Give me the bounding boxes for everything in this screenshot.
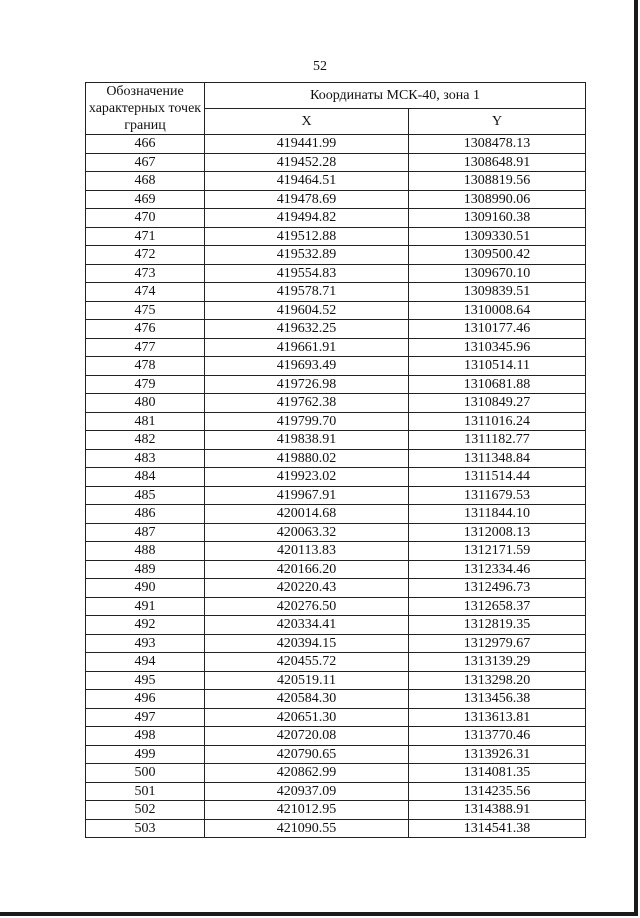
x-column-header: X	[205, 109, 409, 135]
x-cell: 420113.83	[205, 542, 409, 561]
y-cell: 1313613.81	[409, 708, 586, 727]
point-cell: 499	[86, 745, 205, 764]
point-cell: 496	[86, 690, 205, 709]
x-cell: 419452.28	[205, 153, 409, 172]
coordinates-table	[85, 82, 586, 838]
table-row	[86, 468, 586, 487]
x-cell: 419478.69	[205, 190, 409, 209]
y-cell: 1313770.46	[409, 727, 586, 746]
x-cell: 419578.71	[205, 283, 409, 302]
table-row	[86, 412, 586, 431]
x-cell: 420220.43	[205, 579, 409, 598]
y-cell: 1312496.73	[409, 579, 586, 598]
point-cell: 480	[86, 394, 205, 413]
table-row	[86, 190, 586, 209]
y-cell: 1308648.91	[409, 153, 586, 172]
x-cell: 420334.41	[205, 616, 409, 635]
point-cell: 472	[86, 246, 205, 265]
x-cell: 420720.08	[205, 727, 409, 746]
table-row	[86, 264, 586, 283]
y-cell: 1311016.24	[409, 412, 586, 431]
point-cell: 489	[86, 560, 205, 579]
point-cell: 494	[86, 653, 205, 672]
point-cell: 478	[86, 357, 205, 376]
point-cell: 483	[86, 449, 205, 468]
y-cell: 1311514.44	[409, 468, 586, 487]
y-cell: 1312979.67	[409, 634, 586, 653]
y-cell: 1311844.10	[409, 505, 586, 524]
point-cell: 467	[86, 153, 205, 172]
point-cell: 485	[86, 486, 205, 505]
y-cell: 1312171.59	[409, 542, 586, 561]
x-cell: 419494.82	[205, 209, 409, 228]
point-cell: 503	[86, 819, 205, 838]
point-cell: 477	[86, 338, 205, 357]
point-cell: 488	[86, 542, 205, 561]
y-cell: 1309330.51	[409, 227, 586, 246]
y-cell: 1310849.27	[409, 394, 586, 413]
table-row	[86, 172, 586, 191]
table-row	[86, 819, 586, 838]
x-cell: 420584.30	[205, 690, 409, 709]
table-row	[86, 671, 586, 690]
x-cell: 421090.55	[205, 819, 409, 838]
point-cell: 471	[86, 227, 205, 246]
x-cell: 420063.32	[205, 523, 409, 542]
y-column-header: Y	[409, 109, 586, 135]
x-cell: 419726.98	[205, 375, 409, 394]
y-cell: 1311348.84	[409, 449, 586, 468]
x-cell: 421012.95	[205, 801, 409, 820]
table-row	[86, 227, 586, 246]
point-cell: 473	[86, 264, 205, 283]
table-row	[86, 782, 586, 801]
table-row	[86, 301, 586, 320]
point-cell: 474	[86, 283, 205, 302]
table-row	[86, 320, 586, 339]
table-row	[86, 579, 586, 598]
point-cell: 481	[86, 412, 205, 431]
point-cell: 491	[86, 597, 205, 616]
x-cell: 419923.02	[205, 468, 409, 487]
point-cell: 466	[86, 135, 205, 154]
y-cell: 1313298.20	[409, 671, 586, 690]
y-cell: 1310177.46	[409, 320, 586, 339]
y-cell: 1312334.46	[409, 560, 586, 579]
y-cell: 1314541.38	[409, 819, 586, 838]
x-cell: 419799.70	[205, 412, 409, 431]
y-cell: 1309160.38	[409, 209, 586, 228]
y-cell: 1308819.56	[409, 172, 586, 191]
x-cell: 419632.25	[205, 320, 409, 339]
y-cell: 1310345.96	[409, 338, 586, 357]
x-cell: 419693.49	[205, 357, 409, 376]
y-cell: 1314081.35	[409, 764, 586, 783]
x-cell: 419464.51	[205, 172, 409, 191]
table-row	[86, 653, 586, 672]
table-row	[86, 209, 586, 228]
y-cell: 1308990.06	[409, 190, 586, 209]
x-cell: 420790.65	[205, 745, 409, 764]
y-cell: 1310681.88	[409, 375, 586, 394]
y-cell: 1310008.64	[409, 301, 586, 320]
y-cell: 1313139.29	[409, 653, 586, 672]
table-row	[86, 486, 586, 505]
table-row	[86, 153, 586, 172]
point-cell: 502	[86, 801, 205, 820]
table-row	[86, 523, 586, 542]
point-cell: 490	[86, 579, 205, 598]
y-cell: 1311679.53	[409, 486, 586, 505]
point-cell: 498	[86, 727, 205, 746]
table-row	[86, 357, 586, 376]
table-row	[86, 727, 586, 746]
point-cell: 501	[86, 782, 205, 801]
point-cell: 479	[86, 375, 205, 394]
x-cell: 420166.20	[205, 560, 409, 579]
point-cell: 484	[86, 468, 205, 487]
y-cell: 1312658.37	[409, 597, 586, 616]
table-row	[86, 764, 586, 783]
table-row	[86, 449, 586, 468]
point-cell: 495	[86, 671, 205, 690]
point-cell: 500	[86, 764, 205, 783]
y-cell: 1312819.35	[409, 616, 586, 635]
table-row	[86, 745, 586, 764]
x-cell: 420455.72	[205, 653, 409, 672]
x-cell: 419967.91	[205, 486, 409, 505]
y-cell: 1312008.13	[409, 523, 586, 542]
y-cell: 1310514.11	[409, 357, 586, 376]
y-cell: 1314235.56	[409, 782, 586, 801]
table-row	[86, 394, 586, 413]
x-cell: 420651.30	[205, 708, 409, 727]
point-cell: 492	[86, 616, 205, 635]
x-cell: 419604.52	[205, 301, 409, 320]
x-cell: 420937.09	[205, 782, 409, 801]
point-cell: 482	[86, 431, 205, 450]
y-cell: 1309839.51	[409, 283, 586, 302]
point-cell: 470	[86, 209, 205, 228]
table-row	[86, 283, 586, 302]
table-body	[86, 135, 586, 838]
point-cell: 493	[86, 634, 205, 653]
x-cell: 419880.02	[205, 449, 409, 468]
y-cell: 1313926.31	[409, 745, 586, 764]
y-cell: 1309500.42	[409, 246, 586, 265]
table-row	[86, 542, 586, 561]
table-row	[86, 690, 586, 709]
x-cell: 420862.99	[205, 764, 409, 783]
point-cell: 487	[86, 523, 205, 542]
x-cell: 419838.91	[205, 431, 409, 450]
point-cell: 468	[86, 172, 205, 191]
table-row	[86, 616, 586, 635]
page-number: 52	[313, 59, 327, 74]
table-row	[86, 708, 586, 727]
table-row	[86, 431, 586, 450]
point-cell: 497	[86, 708, 205, 727]
point-cell: 486	[86, 505, 205, 524]
points-column-header: Обозначение характерных точек границ	[86, 83, 205, 135]
y-cell: 1314388.91	[409, 801, 586, 820]
x-cell: 419762.38	[205, 394, 409, 413]
table-row	[86, 375, 586, 394]
point-cell: 469	[86, 190, 205, 209]
y-cell: 1311182.77	[409, 431, 586, 450]
x-cell: 419512.88	[205, 227, 409, 246]
x-cell: 420394.15	[205, 634, 409, 653]
coordinates-system-header: Координаты МСК-40, зона 1	[205, 83, 586, 109]
x-cell: 419532.89	[205, 246, 409, 265]
x-cell: 420014.68	[205, 505, 409, 524]
table-row	[86, 505, 586, 524]
table-row	[86, 801, 586, 820]
point-cell: 475	[86, 301, 205, 320]
x-cell: 420519.11	[205, 671, 409, 690]
point-cell: 476	[86, 320, 205, 339]
table-row	[86, 135, 586, 154]
x-cell: 419661.91	[205, 338, 409, 357]
x-cell: 419441.99	[205, 135, 409, 154]
x-cell: 419554.83	[205, 264, 409, 283]
y-cell: 1309670.10	[409, 264, 586, 283]
table-row	[86, 597, 586, 616]
table-row	[86, 560, 586, 579]
table-row	[86, 634, 586, 653]
table-row	[86, 338, 586, 357]
y-cell: 1308478.13	[409, 135, 586, 154]
x-cell: 420276.50	[205, 597, 409, 616]
y-cell: 1313456.38	[409, 690, 586, 709]
table-row	[86, 246, 586, 265]
